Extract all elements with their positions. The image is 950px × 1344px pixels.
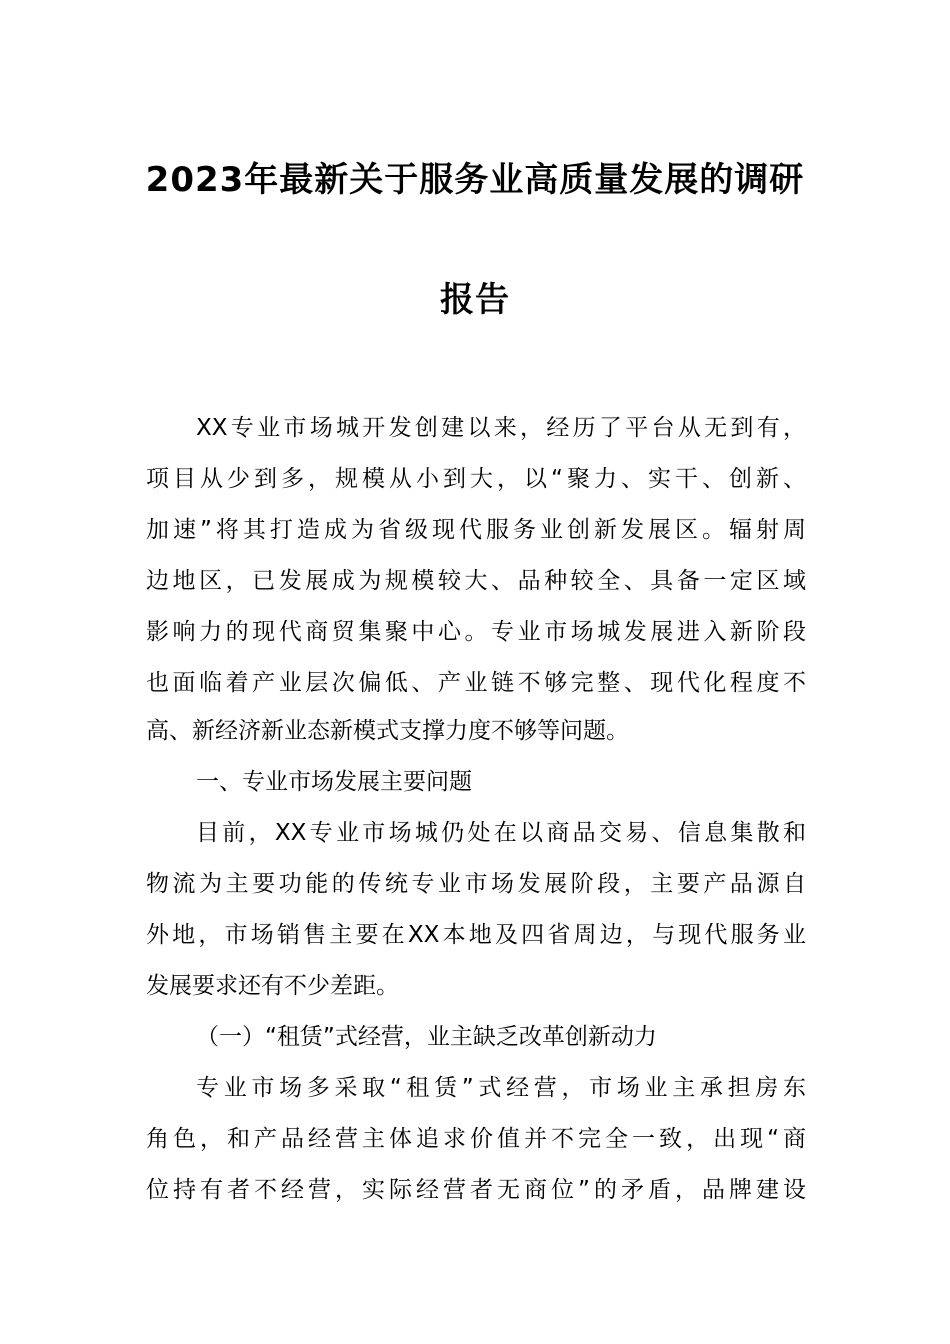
paragraph-line: 边地区，已发展成为规模较大、品种较全、具备一定区域	[146, 568, 806, 594]
paragraph-line: 位持有者不经营，实际经营者无商位”的矛盾，品牌建设	[146, 1177, 806, 1203]
paragraph-line: 高、新经济新业态新模式支撑力度不够等问题。	[146, 718, 629, 744]
paragraph-line: 角色，和产品经营主体追求价值并不完全一致，出现“商	[146, 1126, 806, 1152]
subsection-heading: （一）“租赁”式经营，业主缺乏改革创新动力	[196, 1024, 657, 1050]
paragraph-line: 外地，市场销售主要在XX本地及四省周边，与现代服务业	[146, 922, 806, 948]
paragraph-line: 加速”将其打造成为省级现代服务业创新发展区。辐射周	[146, 517, 806, 543]
document-title-line-2: 报告	[440, 280, 510, 320]
paragraph-line: 影响力的现代商贸集聚中心。专业市场城发展进入新阶段	[146, 619, 806, 645]
paragraph-line: 物流为主要功能的传统专业市场发展阶段，主要产品源自	[146, 871, 806, 897]
section-heading: 一、专业市场发展主要问题	[196, 769, 472, 795]
paragraph-line: 项目从少到多，规模从小到大，以“聚力、实干、创新、	[146, 466, 806, 492]
paragraph-line: XX专业市场城开发创建以来，经历了平台从无到有，	[196, 415, 806, 441]
paragraph-line: 专业市场多采取“租赁”式经营，市场业主承担房东	[196, 1075, 806, 1101]
document-title-line-1: 2023年最新关于服务业高质量发展的调研	[145, 160, 805, 200]
paragraph-line: 目前，XX专业市场城仍处在以商品交易、信息集散和	[196, 820, 806, 846]
paragraph-line: 也面临着产业层次偏低、产业链不够完整、现代化程度不	[146, 670, 806, 696]
paragraph-line: 发展要求还有不少差距。	[146, 973, 399, 999]
